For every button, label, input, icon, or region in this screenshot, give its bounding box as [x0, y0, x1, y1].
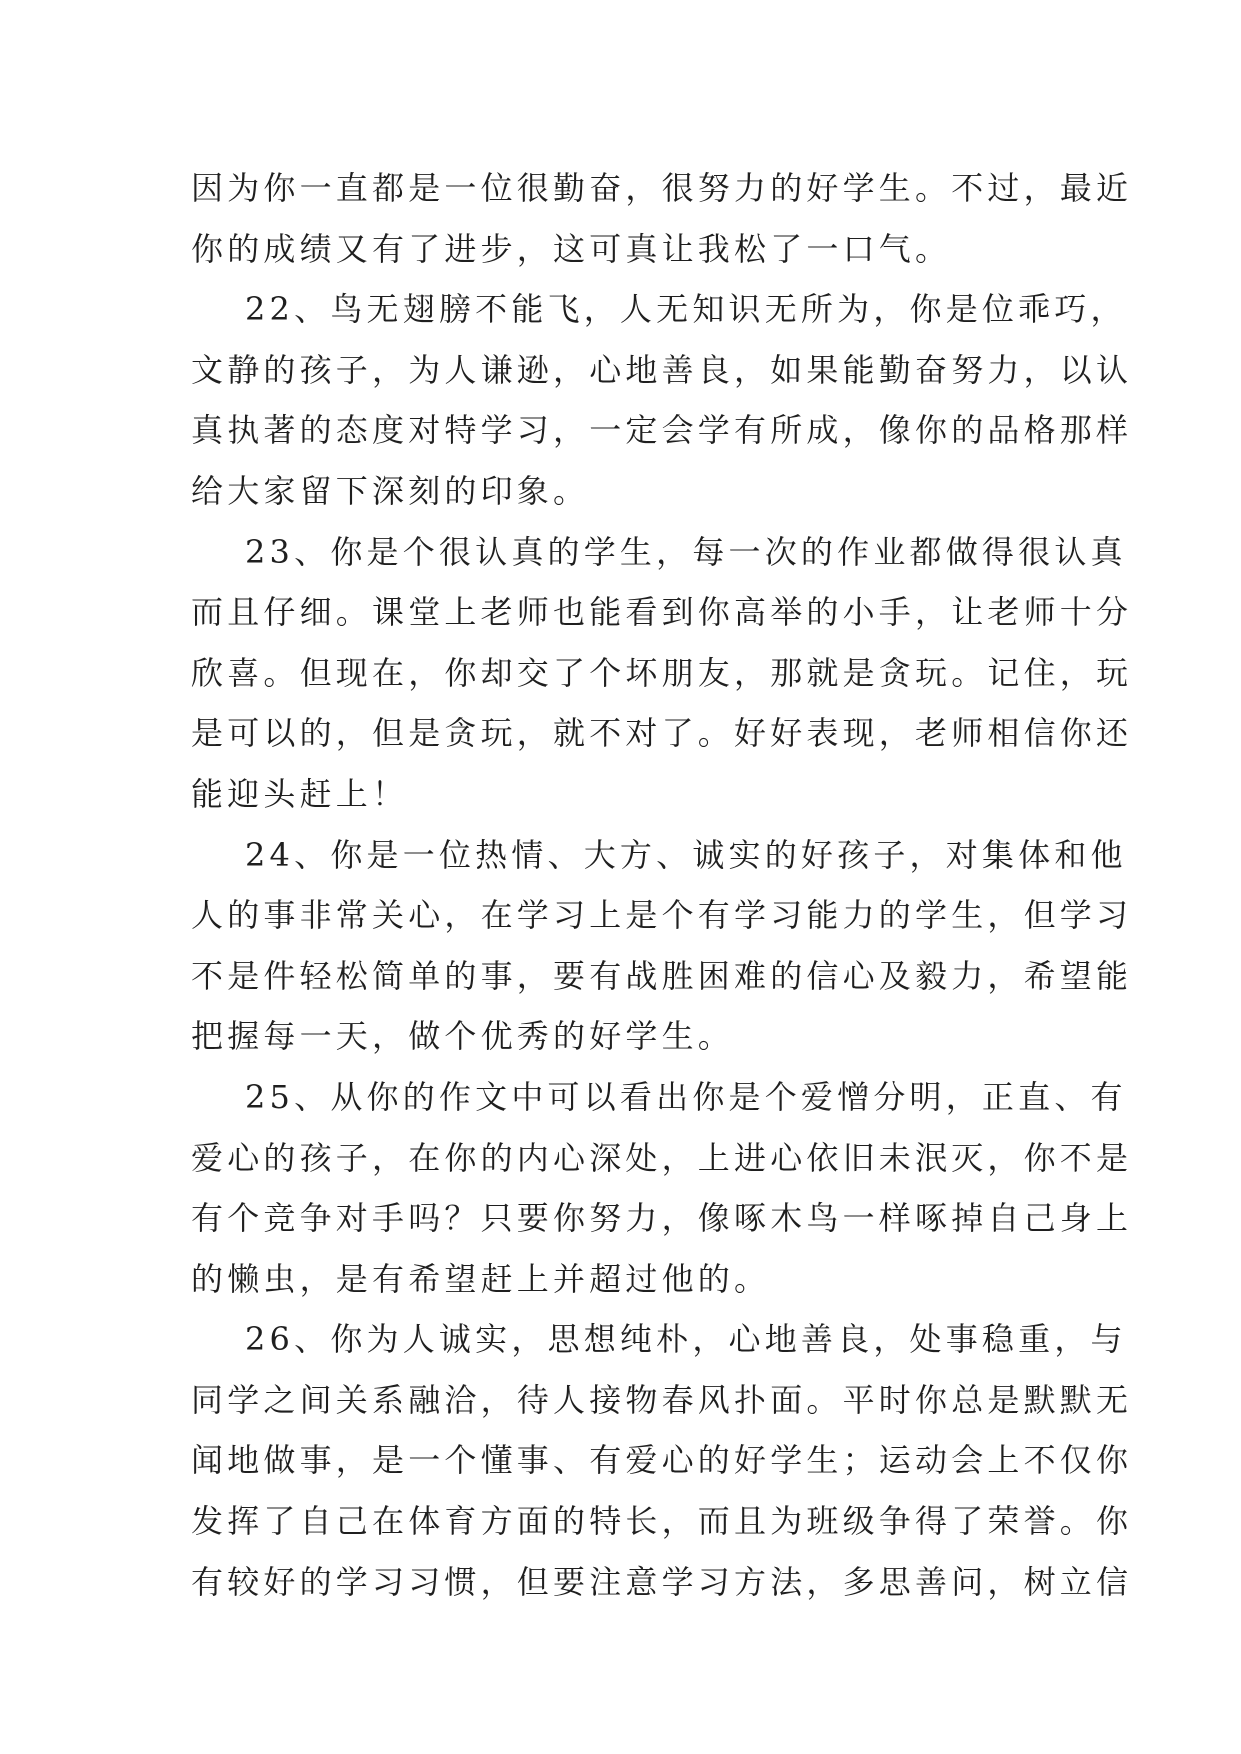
document-body: [191, 158, 1133, 1612]
text-line: 给大家留下深刻的印象。: [191, 471, 590, 510]
paragraph-26-start: 26、你为人诚实，思想纯朴，心地善良，处事稳重，与: [245, 1320, 1127, 1359]
text-line: 你的成绩又有了进步，这可真让我松了一口气。: [191, 229, 952, 268]
text-line: 能迎头赶上！: [191, 774, 409, 813]
paragraph-25-start: 25、从你的作文中可以看出你是个爱憎分明，正直、有: [245, 1077, 1127, 1116]
text-line: 文静的孩子，为人谦逊，心地善良，如果能勤奋努力，以认: [191, 350, 1133, 389]
text-line: 有较好的学习习惯，但要注意学习方法，多思善问，树立信: [191, 1562, 1133, 1601]
text-line: 因为你一直都是一位很勤奋，很努力的好学生。不过，最近: [191, 169, 1133, 207]
text-line: 欣喜。但现在，你却交了个坏朋友，那就是贪玩。记住，玩: [191, 653, 1133, 692]
paragraph-23-start: 23、你是个很认真的学生，每一次的作业都做得很认真: [245, 532, 1127, 571]
paragraph-24-start: 24、你是一位热情、大方、诚实的好孩子，对集体和他: [245, 835, 1127, 874]
text-line: 人的事非常关心，在学习上是个有学习能力的学生，但学习: [191, 896, 1133, 935]
text-line: 有个竞争对手吗？只要你努力，像啄木鸟一样啄掉自己身上: [191, 1199, 1133, 1238]
text-line: 不是件轻松简单的事，要有战胜困难的信心及毅力，希望能: [191, 956, 1133, 995]
text-line: 的懒虫，是有希望赶上并超过他的。: [191, 1259, 771, 1298]
text-line: 是可以的，但是贪玩，就不对了。好好表现，老师相信你还: [191, 714, 1133, 753]
text-line: 爱心的孩子，在你的内心深处，上进心依旧未泯灭，你不是: [191, 1138, 1133, 1177]
text-line: 闻地做事，是一个懂事、有爱心的好学生；运动会上不仅你: [191, 1441, 1133, 1480]
text-line: 同学之间关系融洽，待人接物春风扑面。平时你总是默默无: [191, 1380, 1133, 1419]
text-line: 而且仔细。课堂上老师也能看到你高举的小手，让老师十分: [191, 593, 1133, 632]
text-line: 发挥了自己在体育方面的特长，而且为班级争得了荣誉。你: [191, 1502, 1133, 1541]
text-line: 真执著的态度对特学习，一定会学有所成，像你的品格那样: [191, 411, 1133, 450]
text-line: 把握每一天，做个优秀的好学生。: [191, 1017, 735, 1056]
paragraph-22-start: 22、鸟无翅膀不能飞，人无知识无所为，你是位乖巧，: [245, 290, 1127, 329]
